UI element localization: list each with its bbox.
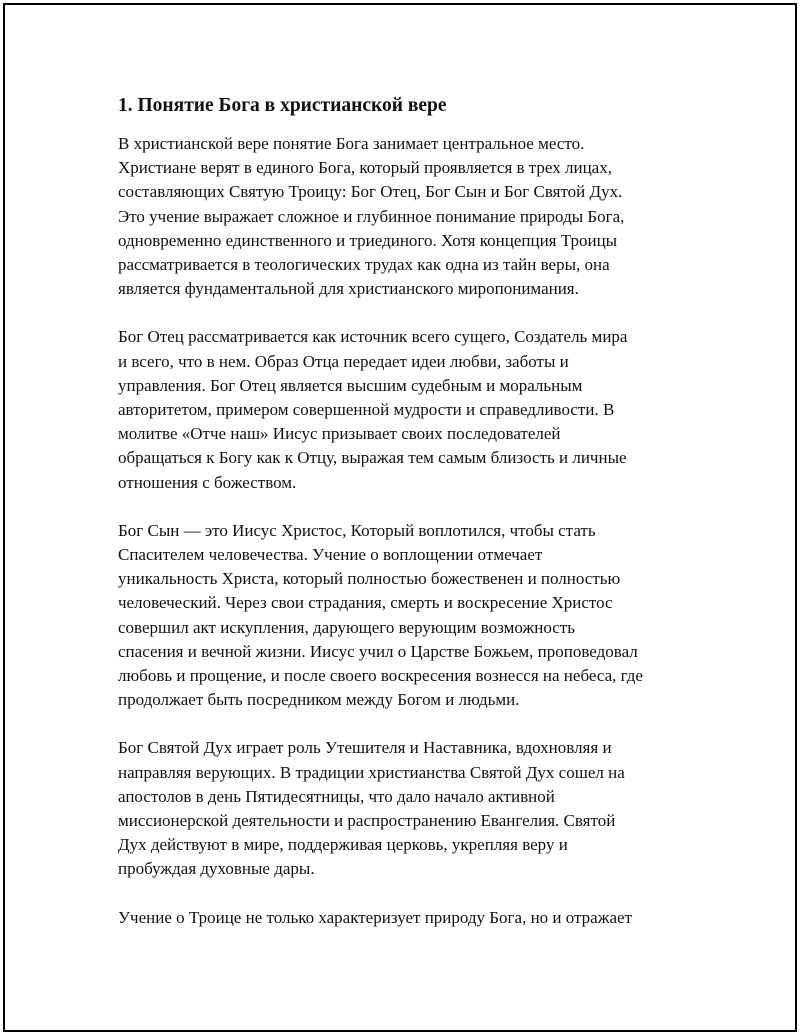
text-line: составляющих Святую Троицу: Бог Отец, Бог Сын и Бог Святой Дух.	[118, 182, 623, 202]
text-line: отношения с божеством.	[118, 472, 297, 492]
paragraph-3	[118, 519, 698, 713]
text-line: уникальность Христа, который полностью божественен и полностью	[118, 569, 621, 589]
text-line: является фундаментальной для христианского миропонимания.	[118, 279, 579, 299]
text-line: совершил акт искупления, дарующего верующим возможность	[118, 617, 575, 637]
text-line: Это учение выражает сложное и глубинное понимание природы Бога,	[118, 206, 625, 226]
document-body	[118, 92, 698, 954]
text-line: молитве «Отче наш» Иисус призывает своих последователей	[118, 424, 561, 444]
text-line: Спасителем человечества. Учение о воплощении отмечает	[118, 545, 543, 565]
text-line: спасения и вечной жизни. Иисус учил о Царстве Божьем, проповедовал	[118, 641, 638, 661]
text-line: направляя верующих. В традиции христианства Святой Дух сошел на	[118, 762, 625, 782]
section-heading: 1. Понятие Бога в христианской вере	[118, 95, 447, 116]
text-line: авторитетом, примером совершенной мудрости и справедливости. В	[118, 400, 615, 420]
paragraph-4	[118, 736, 698, 881]
text-line: любовь и прощение, и после своего воскресения вознесся на небеса, где	[118, 666, 643, 686]
text-line: В христианской вере понятие Бога занимает центральное место.	[118, 134, 585, 153]
text-line: апостолов в день Пятидесятницы, что дало начало активной	[118, 786, 555, 806]
text-line: обращаться к Богу как к Отцу, выражая тем самым близость и личные	[118, 448, 627, 468]
text-line: рассматривается в теологических трудах как одна из тайн веры, она	[118, 255, 610, 275]
text-line: одновременно единственного и триединого. Хотя концепция Троицы	[118, 230, 618, 250]
paragraph-5	[118, 906, 698, 930]
text-line: Дух действуют в мире, поддерживая церковь, укрепляя веру и	[118, 835, 568, 855]
text-line: Бог Святой Дух играет роль Утешителя и Наставника, вдохновляя и	[118, 738, 612, 758]
text-line: Бог Отец рассматривается как источник всего сущего, Создатель мира	[118, 327, 628, 347]
paragraph-2	[118, 325, 698, 494]
paragraph-1	[118, 132, 698, 301]
text-line: пробуждая духовные дары.	[118, 859, 315, 879]
text-line: управления. Бог Отец является высшим судебным и моральным	[118, 375, 583, 395]
text-line: Христиане верят в единого Бога, который проявляется в трех лицах,	[118, 158, 612, 178]
text-line: миссионерской деятельности и распространению Евангелия. Святой	[118, 811, 616, 831]
text-line: и всего, что в нем. Образ Отца передает идеи любви, заботы и	[118, 351, 569, 371]
text-line: Учение о Троице не только характеризует природу Бога, но и отражает	[118, 907, 632, 927]
text-line: Бог Сын — это Иисус Христос, Который воплотился, чтобы стать	[118, 520, 596, 540]
text-line: человеческий. Через свои страдания, смерть и воскресение Христос	[118, 593, 613, 613]
text-line: продолжает быть посредником между Богом и людьми.	[118, 690, 520, 710]
